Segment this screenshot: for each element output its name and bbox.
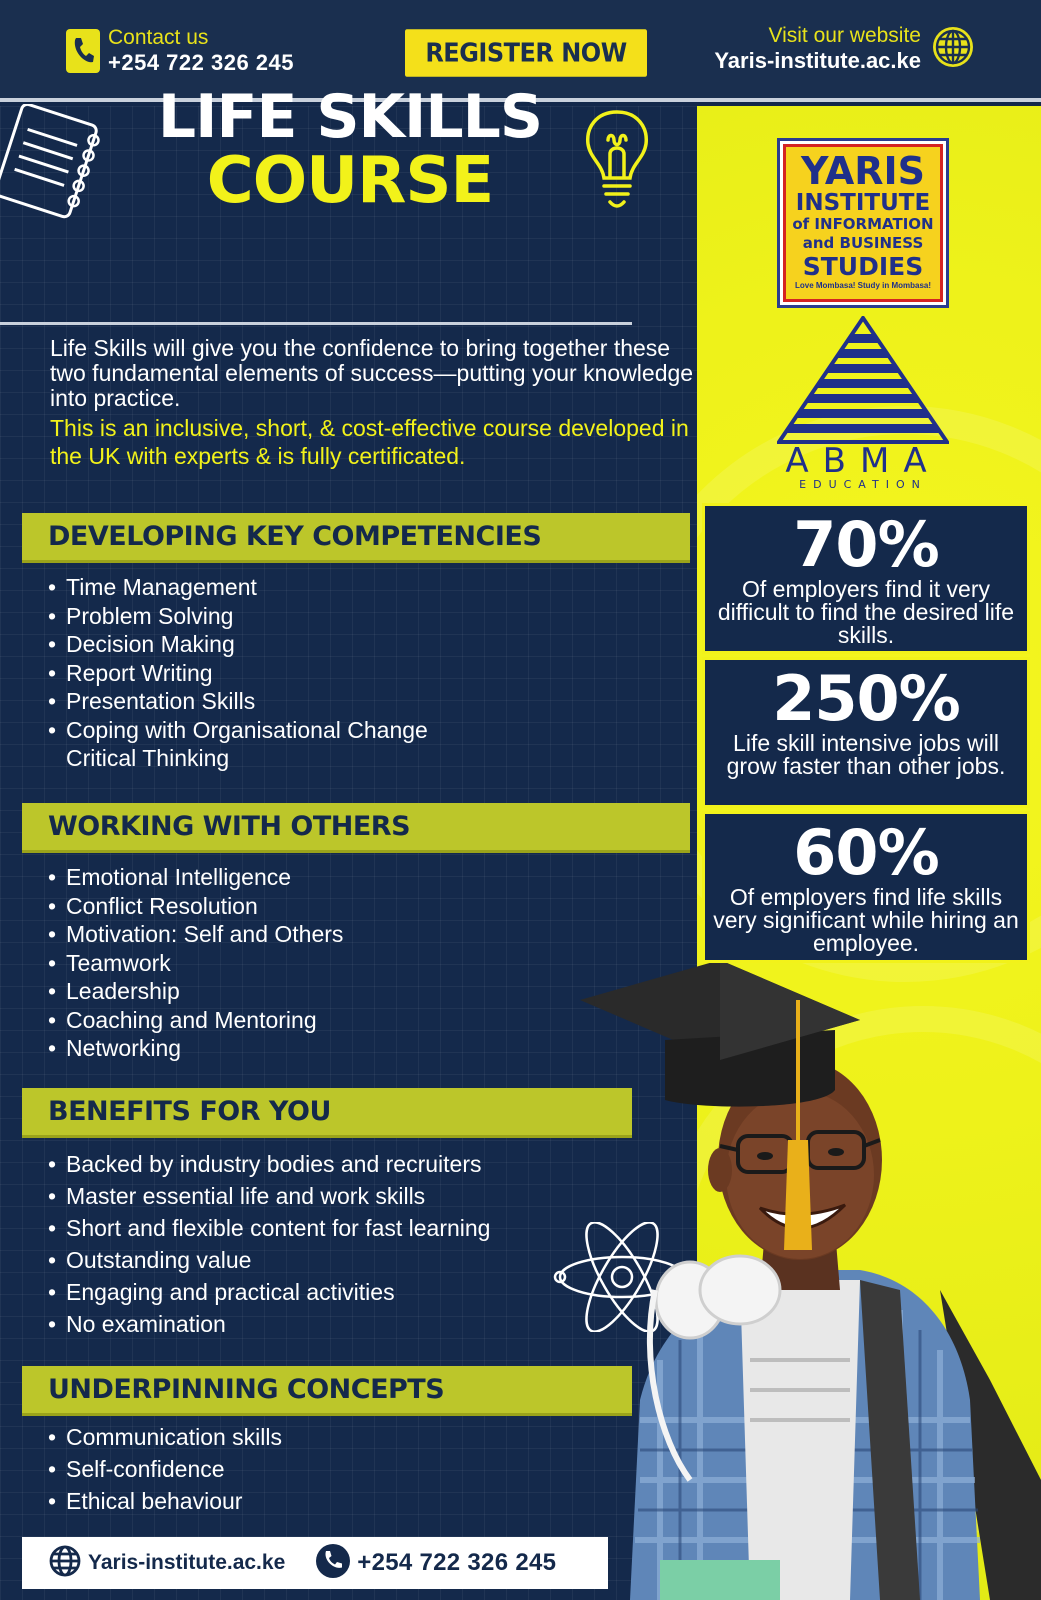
section-header-benefits <box>22 1088 632 1138</box>
footer-phone-number[interactable]: +254 722 326 245 <box>357 1549 557 1576</box>
register-now-button[interactable]: REGISTER NOW <box>405 29 647 77</box>
stat-description: Of employers find it very difficult to find the desired life skills. <box>717 576 1015 648</box>
section-header-competencies <box>22 513 690 563</box>
footer-website[interactable] <box>48 1544 285 1583</box>
list-item: • Networking <box>48 1035 182 1061</box>
graduate-student-image <box>560 960 1041 1600</box>
yaris-institute-logo: YARIS INSTITUTE of INFORMATION and BUSINESS STUDIES Love Mombasa! Study in Mombasa! <box>777 138 949 308</box>
section-title: UNDERPINNING CONCEPTS <box>48 1374 445 1405</box>
contact-block[interactable] <box>66 26 294 76</box>
section-title: DEVELOPING KEY COMPETENCIES <box>48 521 542 552</box>
list-item: • Presentation Skills <box>48 688 256 714</box>
list-item: • Leadership <box>48 978 180 1004</box>
list-item: • Motivation: Self and Others <box>48 921 344 947</box>
list-item: • Outstanding value <box>48 1247 252 1273</box>
competencies-list <box>48 573 428 773</box>
footer-contact-bar <box>22 1537 608 1589</box>
benefits-list <box>48 1148 490 1340</box>
globe-icon <box>48 1544 82 1583</box>
course-title-line1: LIFE SKILLS <box>157 82 543 152</box>
list-item: • Ethical behaviour <box>48 1488 243 1514</box>
stat-description: Life skill intensive jobs will grow faster than other jobs. <box>726 730 1006 779</box>
working-with-others-list <box>48 863 343 1063</box>
footer-website-link[interactable]: Yaris-institute.ac.ke <box>88 1551 286 1574</box>
list-item: • Decision Making <box>48 631 235 657</box>
list-item: • Coaching and Mentoring <box>48 1006 317 1033</box>
stat-card <box>702 503 1030 654</box>
website-block[interactable] <box>714 24 975 74</box>
stat-card <box>702 811 1030 963</box>
footer-phone[interactable] <box>315 1543 556 1584</box>
stat-description: Of employers find life skills very significant while hiring an employee. <box>713 884 1019 956</box>
phone-icon <box>315 1543 351 1584</box>
abma-subtitle: EDUCATION <box>799 478 927 491</box>
website-label: Visit our website <box>768 24 921 47</box>
abma-education-logo <box>777 316 949 492</box>
list-item: • Report Writing <box>48 659 213 686</box>
list-item-continuation: Critical Thinking <box>66 745 230 771</box>
section-header-underpinning-concepts <box>22 1366 632 1416</box>
list-item: • Teamwork <box>48 949 171 976</box>
list-item: • Master essential life and work skills <box>48 1183 426 1209</box>
list-item: • Engaging and practical activities <box>48 1279 395 1305</box>
section-title: WORKING WITH OTHERS <box>48 811 411 842</box>
concepts-list <box>48 1421 282 1517</box>
intro-block <box>50 336 698 470</box>
list-item: • Self-confidence <box>48 1456 225 1482</box>
list-item: • Short and flexible content for fast learning <box>48 1215 491 1241</box>
contact-phone[interactable]: +254 722 326 245 <box>108 50 295 75</box>
website-link[interactable]: Yaris-institute.ac.ke <box>714 48 921 73</box>
list-item: • Problem Solving <box>48 602 234 629</box>
list-item: • Emotional Intelligence <box>48 864 292 890</box>
phone-icon <box>66 29 100 73</box>
stat-value: 70% <box>793 508 939 581</box>
list-item: • Conflict Resolution <box>48 892 258 919</box>
list-item: • Backed by industry bodies and recruiters <box>48 1151 482 1177</box>
abma-name: ABMA <box>785 441 941 481</box>
stat-value: 250% <box>772 662 960 735</box>
title-divider <box>0 322 632 325</box>
contact-label: Contact us <box>108 26 209 49</box>
stat-card <box>702 657 1030 808</box>
list-item: • Communication skills <box>48 1424 283 1450</box>
section-header-working-with-others <box>22 803 690 853</box>
intro-highlight: This is an inclusive, short, & cost-effective course developed in the UK with experts & is fully certificated. <box>50 415 689 469</box>
list-item: • Time Management <box>48 574 257 600</box>
stat-value: 60% <box>793 816 939 889</box>
globe-icon <box>931 25 975 74</box>
list-item: • No examination <box>48 1311 226 1337</box>
list-item: • Coping with Organisational Change <box>48 716 428 743</box>
course-title-line2: COURSE <box>206 144 494 218</box>
intro-text: Life Skills will give you the confidence to bring together these two fundamental elements of success—putting your knowledge into practice. <box>50 335 694 411</box>
section-title: BENEFITS FOR YOU <box>48 1096 331 1127</box>
